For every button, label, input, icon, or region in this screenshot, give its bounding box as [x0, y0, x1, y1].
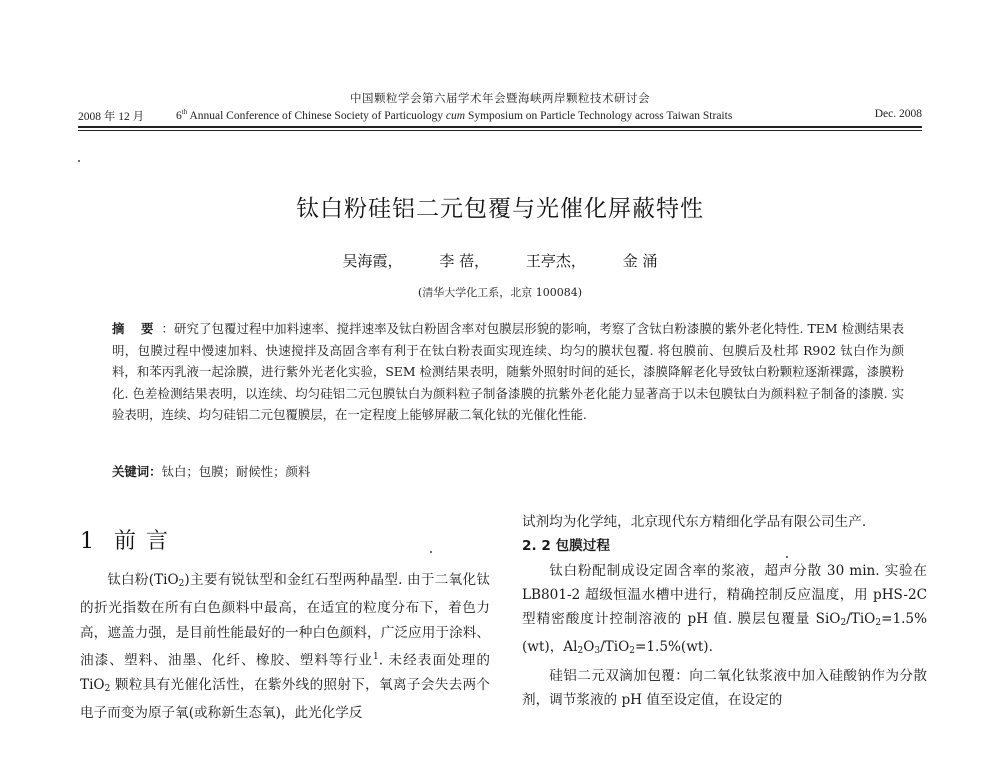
paragraph: 试剂均为化学纯，北京现代东方精细化学品有限公司生产.: [522, 514, 867, 530]
section-heading: [80, 524, 178, 555]
scan-speck: [78, 160, 80, 162]
author: 李 蓓，: [439, 252, 490, 270]
abstract: [112, 318, 904, 426]
keywords-label: 关键词：: [112, 464, 162, 479]
keywords-text: 钛白；包膜；耐候性；颜料: [161, 464, 311, 479]
keywords: [112, 462, 904, 480]
abstract-text: ：研究了包覆过程中加料速率、搅拌速率及钛白粉固含率对包膜层形貌的影响，考察了含钛白粉漆膜的紫外老化特性. TEM 检测结果表明，包膜过程中慢速加料、快速搅拌及高固含率有利于在钛白粉表面实现连续、均匀的膜状包覆. 将包膜前、包膜后及杜邦 R902 钛白作为颜料，和苯丙乳液一起涂膜，进行紫外光老化实验，SEM 检测结果表明，随紫外照射时间的延长，漆膜降解老化导致钛白粉颗粒逐渐裸露，漆膜粉化. 色差检测结果表明，以连续、均匀硅铝二元包膜钛白为颜料粒子制备漆膜的抗紫外老化能力显著高于以未包膜钛白为颜料粒子制备的漆膜. 实验表明，连续、均匀硅铝二元包覆膜层，在一定程度上能够屏蔽二氧化钛的光催化性能.: [112, 321, 904, 423]
right-column: [522, 510, 927, 712]
author-list: [0, 250, 1000, 271]
paragraph: 硅铝二元双滴加包覆：向二氧化钛浆液中加入硅酸钠作为分散剂，调节浆液的 pH 值至设定值，在设定的: [522, 667, 927, 709]
header-conference-title: 6th Annual Conference of Chinese Society of Particuology cum Symposium on Particle Technology across Taiwan Straits: [176, 108, 733, 122]
header-date-left: 2008 年 12 月: [78, 111, 145, 123]
scan-speck: [430, 551, 432, 553]
author: 吴海霞，: [342, 252, 403, 270]
paper-title: 钛白粉硅铝二元包覆与光催化屏蔽特性: [296, 196, 704, 222]
conference-header-cn: 中国颗粒学会第六届学术年会暨海峡两岸颗粒技术研讨会: [350, 91, 650, 105]
header-date-right: Dec. 2008: [874, 108, 922, 120]
left-column: [80, 568, 490, 725]
abstract-label: 摘 要: [112, 321, 160, 336]
subsection-heading: 2. 2 包膜过程: [522, 538, 610, 555]
section-title: 前言: [114, 529, 179, 554]
paragraph: 钛白粉配制成设定固含率的浆液，超声分散 30 min. 实验在 LB801-2 超级恒温水槽中进行，精确控制反应温度，用 pHS-2C 型精密酸度计控制溶液的 pH 值. 膜层包覆量 SiO$_2$/TiO$_2$=1.5%(wt)，$Al_2O_3/TiO_2=1.5\%(wt)$.: [522, 562, 927, 657]
author: 王亭杰，: [525, 252, 586, 270]
citation-ref: 1: [373, 651, 379, 662]
section-number: 1: [80, 529, 96, 554]
paragraph: 钛白粉(TiO$_2$)主要有锐钛型和金红石型两种晶型. 由于二氧化钛的折光指数在所有白色颜料中最高，在适宜的粒度分布下，着色力高，遮盖力强，是目前性能最好的一种白色颜料，广泛应用于涂料、油漆、塑料、油墨、化纤、橡胶、塑料等行业$^1$. 未经表面处理的 TiO$_2$ 颗粒具有光催化活性，在紫外线的照射下，氧离子会失去两个电子而变为原子氧(或称新生态氧)，此光化学反: [80, 572, 490, 722]
affiliation: (清华大学化工系，北京 100084): [417, 286, 583, 299]
author: 金 涌: [622, 252, 658, 270]
conference-header-en: [78, 108, 922, 124]
header-rule: [78, 126, 922, 131]
